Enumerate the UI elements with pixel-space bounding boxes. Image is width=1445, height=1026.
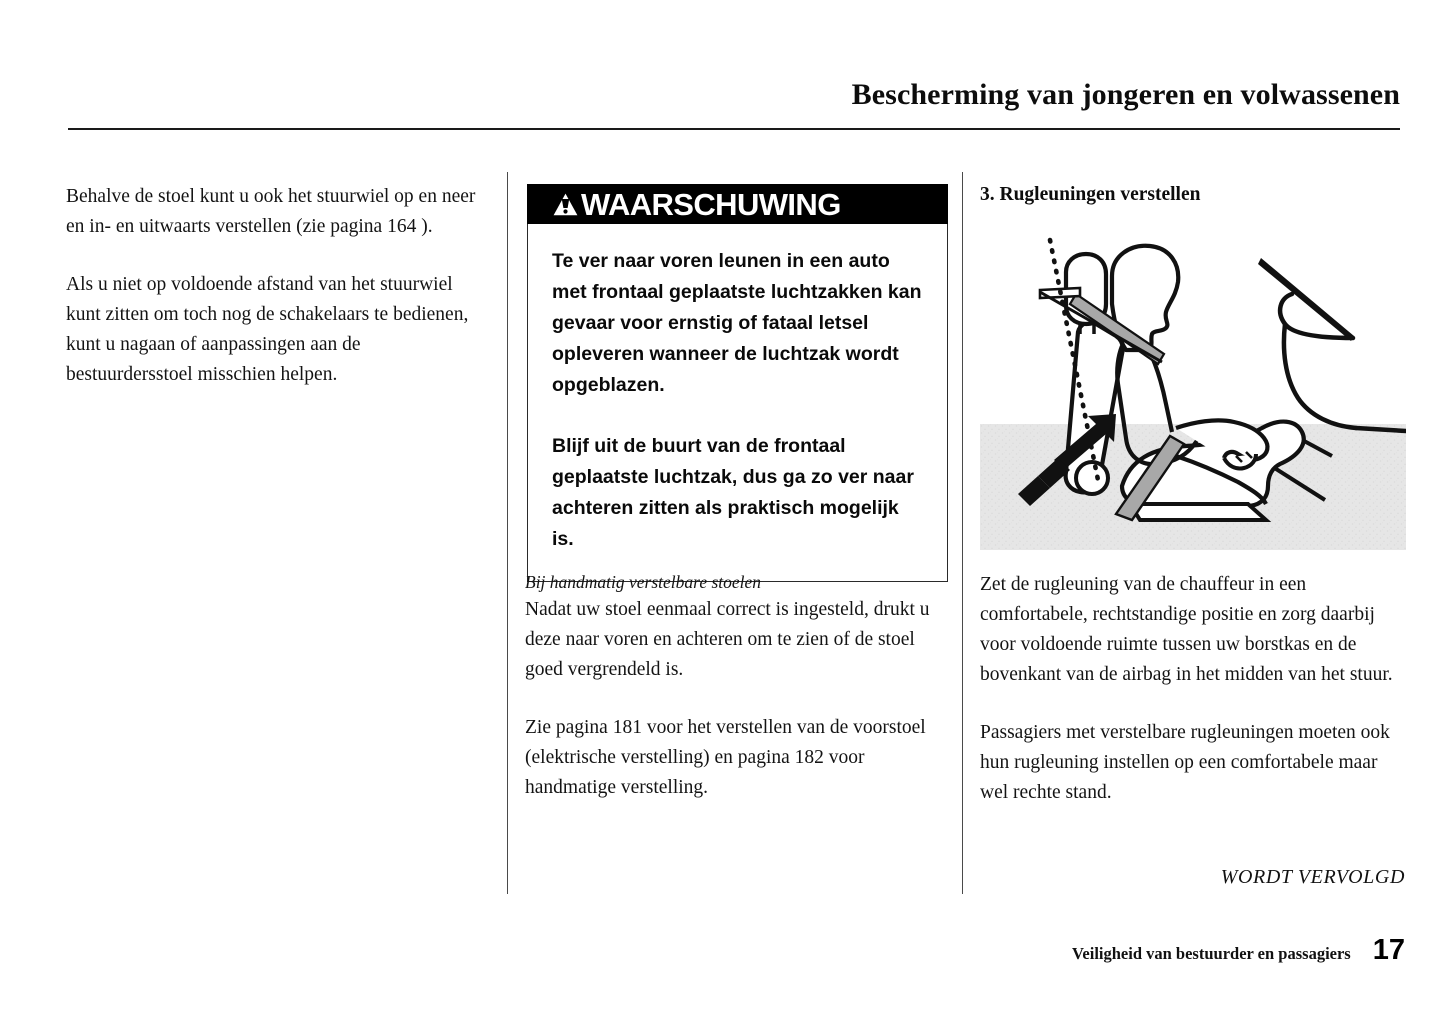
right-column xyxy=(980,182,1405,214)
left-column xyxy=(66,182,481,390)
paragraph-with-italic-lead xyxy=(525,570,949,685)
right-column-text-block xyxy=(980,570,1405,808)
continued-note: WORDT VERVOLGD xyxy=(1220,866,1405,888)
italic-subheading: Bij handmatig verstelbare stoelen xyxy=(525,572,762,592)
warning-box xyxy=(527,184,948,582)
warning-box-body xyxy=(528,224,947,581)
right-column-text xyxy=(980,570,1405,808)
column-divider-left xyxy=(507,172,508,894)
paragraph: Als u niet op voldoende afstand van het stuurwiel kunt zitten om toch nog de schakelaars te bedienen, kunt u nagaan of aanpassingen aan de bestuurdersstoel misschien helpen. xyxy=(66,274,469,385)
header-rule xyxy=(68,128,1400,130)
paragraph: Zie pagina 181 voor het verstellen van de voorstoel (elektrische verstelling) en pagina 182 voor handmatige verstelling. xyxy=(525,717,926,798)
warning-title: WAARSCHUWING xyxy=(581,186,841,222)
paragraph: Zet de rugleuning van de chauffeur in een comfortabele, rechtstandige positie en zorg daarbij voor voldoende ruimte tussen uw borstkas en de bovenkant van de airbag in het midden van het stuur. xyxy=(980,574,1393,685)
section-heading: 3. Rugleuningen verstellen xyxy=(980,184,1201,205)
warning-paragraph: Blijf uit de buurt van de frontaal geplaatste luchtzak, dus ga zo ver naar achteren zitten als praktisch mogelijk is. xyxy=(552,435,914,550)
page-number: 17 xyxy=(1372,934,1405,966)
seat-backrest-adjustment-illustration xyxy=(980,228,1406,550)
page-header xyxy=(68,78,1400,111)
warning-box-header xyxy=(527,184,948,224)
warning-triangle-icon xyxy=(553,193,578,216)
page-footer xyxy=(980,936,1405,965)
page-title: Bescherming van jongeren en volwassenen xyxy=(851,78,1400,111)
paragraph-text: Nadat uw stoel eenmaal correct is ingesteld, drukt u deze naar voren en achteren om te zien of de stoel goed vergrendeld is. xyxy=(525,599,930,680)
paragraph: Behalve de stoel kunt u ook het stuurwiel op en neer en in- en uitwaarts verstellen (zie pagina 164 ). xyxy=(66,186,476,237)
paragraph: Passagiers met verstelbare rugleuningen moeten ook hun rugleuning instellen op een comfortabele maar wel rechte stand. xyxy=(980,722,1390,803)
footer-section-label: Veiligheid van bestuurder en passagiers xyxy=(1072,944,1351,963)
middle-column xyxy=(525,570,949,803)
left-column-text xyxy=(66,182,481,390)
column-divider-right xyxy=(962,172,963,894)
warning-paragraph: Te ver naar voren leunen in een auto met frontaal geplaatste luchtzakken kan gevaar voor ernstig of fataal letsel opleveren wanneer de luchtzak wordt opgeblazen. xyxy=(552,250,922,396)
middle-column-text xyxy=(525,570,949,803)
